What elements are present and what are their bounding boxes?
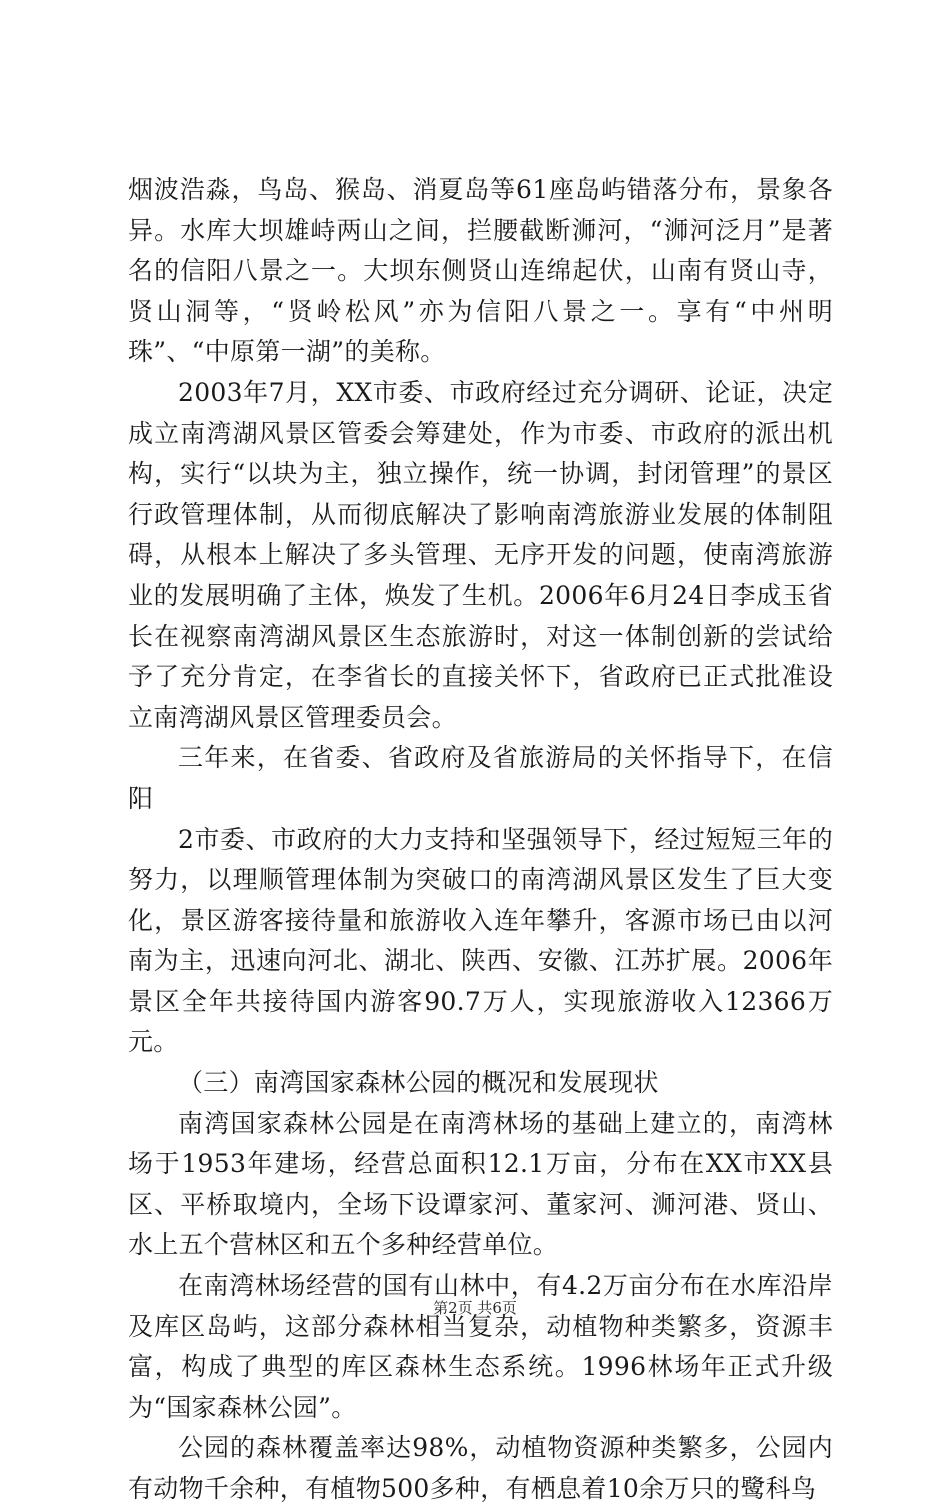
page-number-footer: 第2页 共6页 (433, 1299, 517, 1317)
paragraph-forest-coverage: 公园的森林覆盖率达98%，动植物资源种类繁多，公园内有动物千余种，有植物500多种，有栖息着10余万只的鹭科鸟 (128, 1433, 833, 1503)
paragraph-development-results: 2市委、市政府的大力支持和坚强领导下，经过短短三年的努力，以理顺管理体制为突破口的南湾湖风景区发生了巨大变化，景区游客接待量和旅游收入连年攀升，客源市场已由以河南为主，迅速向河北、湖北、陕西、安徽、江苏扩展。2006年景区全年共接待国内游客90.7万人，实现旅游收入12366万元。 (128, 824, 833, 1057)
paragraph-reservoir-forest: 在南湾林场经营的国有山林中，有4.2万亩分布在水库沿岸及库区岛屿，这部分森林相当复杂，动植物种类繁多，资源丰富，构成了典型的库区森林生态系统。1996林场年正式升级为“国家森林公园”。 (128, 1271, 833, 1422)
section-heading-forest-park: （三）南湾国家森林公园的概况和发展现状 (178, 1068, 659, 1098)
paragraph-forest-farm: 南湾国家森林公园是在南湾林场的基础上建立的，南湾林场于1953年建场，经营总面积12.1万亩，分布在XX市XX县区、平桥取境内，全场下设谭家河、董家河、浉河港、贤山、水上五个营林区和五个多种经营单位。 (128, 1108, 833, 1260)
paragraph-scenery-continued: 烟波浩淼，鸟岛、猴岛、消夏岛等61座岛屿错落分布，景象各异。水库大坝雄峙两山之间，拦腰截断浉河，“浉河泛月”是著名的信阳八景之一。大坝东侧贤山连绵起伏，山南有贤山寺，贤山洞等，“贤岭松风”亦为信阳八景之一。享有“中州明珠”、“中原第一湖”的美称。 (128, 175, 833, 367)
paragraph-management-reform: 2003年7月，XX市委、市政府经过充分调研、论证，决定成立南湾湖风景区管委会筹建处，作为市委、市政府的派出机构，实行“以块为主，独立操作，统一协调，封闭管理”的景区行政管理体制，从而彻底解决了影响南湾旅游业发展的体制阻碍，从根本上解决了多头管理、无序开发的问题，使南湾旅游业的发展明确了主体，焕发了生机。2006年6月24日李成玉省长在视察南湾湖风景区生态旅游时，对这一体制创新的尝试给予了充分肯定，在李省长的直接关怀下，省政府已正式批准设立南湾湖风景区管理委员会。 (128, 377, 833, 732)
paragraph-three-years-intro: 三年来，在省委、省政府及省旅游局的关怀指导下，在信阳 (128, 743, 833, 813)
